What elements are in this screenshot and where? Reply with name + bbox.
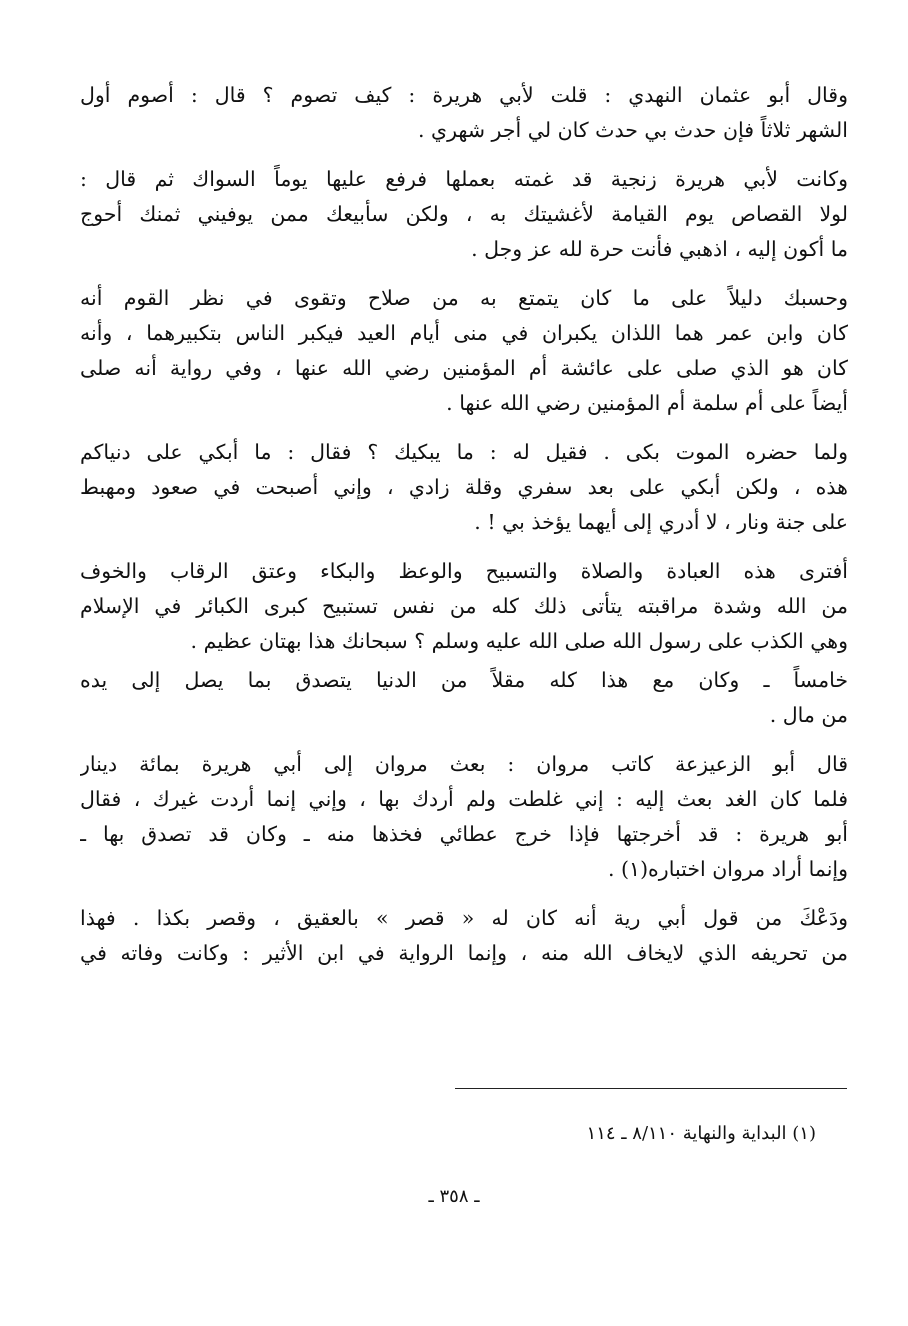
text-line: فلما كان الغد بعث إليه : إني غلطت ولم أردك بها ، وإني إنما أردت غيرك ، فقال bbox=[80, 787, 848, 811]
paragraph-3 bbox=[80, 281, 848, 421]
text-line: وهي الكذب على رسول الله صلى الله عليه وسلم ؟ سبحانك هذا بهتان عظيم . bbox=[190, 629, 848, 653]
text-line: خامساً ـ وكان مع هذا كله مقلاً من الدنيا يتصدق بما يصل إلى يده bbox=[80, 668, 848, 692]
text-line: على جنة ونار ، لا أدري إلى أيهما يؤخذ بي ! . bbox=[474, 510, 848, 534]
text-line: وحسبك دليلاً على ما كان يتمتع به من صلاح وتقوى في نظر القوم أنه bbox=[80, 286, 848, 310]
text-line: ودَعْكَ من قول أبي رية أنه كان له « قصر » بالعقيق ، وقصر بكذا . فهذا bbox=[80, 906, 848, 930]
text-line: كان هو الذي صلى على عائشة أم المؤمنين رضي الله عنها ، وفي رواية أنه صلى bbox=[80, 356, 848, 380]
paragraph-2 bbox=[80, 162, 848, 267]
text-line: من مال . bbox=[769, 703, 848, 727]
text-line: أفترى هذه العبادة والصلاة والتسبيح والوعظ والبكاء وعتق الرقاب والخوف bbox=[80, 559, 848, 583]
footnote-divider bbox=[455, 1088, 847, 1089]
paragraph-1 bbox=[80, 78, 848, 148]
text-line: أيضاً على أم سلمة أم المؤمنين رضي الله عنها . bbox=[446, 391, 848, 415]
text-line: من تحريفه الذي لايخاف الله منه ، وإنما الرواية في ابن الأثير : وكانت وفاته في bbox=[80, 941, 848, 965]
text-line: لولا القصاص يوم القيامة لأغشيتك به ، ولكن سأبيعك ممن يوفيني ثمنك أحوج bbox=[80, 202, 848, 226]
paragraph-7 bbox=[80, 747, 848, 887]
text-line: قال أبو الزعيزعة كاتب مروان : بعث مروان إلى أبي هريرة بمائة دينار bbox=[80, 752, 848, 776]
paragraph-8 bbox=[80, 901, 848, 971]
text-line: الشهر ثلاثاً فإن حدث بي حدث كان لي أجر شهري . bbox=[418, 118, 848, 142]
footnote: (١) البداية والنهاية ٨/١١٠ ـ ١١٤ bbox=[586, 1123, 816, 1144]
page-body bbox=[80, 78, 848, 985]
text-line: وقال أبو عثمان النهدي : قلت لأبي هريرة : كيف تصوم ؟ قال : أصوم أول bbox=[80, 83, 848, 107]
text-line: ولما حضره الموت بكى . فقيل له : ما يبكيك ؟ فقال : ما أبكي على دنياكم bbox=[80, 440, 848, 464]
text-line: أبو هريرة : قد أخرجتها فإذا خرج عطائي فخذها منه ـ وكان قد تصدق بها ـ bbox=[80, 822, 848, 846]
text-line: كان وابن عمر هما اللذان يكبران في منى أيام العيد فيكبر الناس بتكبيرهما ، وأنه bbox=[80, 321, 848, 345]
text-line: هذه ، ولكن أبكي على بعد سفري وقلة زادي ، وإني أصبحت في صعود ومهبط bbox=[80, 475, 848, 499]
paragraph-6 bbox=[80, 663, 848, 733]
text-line: وكانت لأبي هريرة زنجية قد غمته بعملها فرفع عليها يوماً السواك ثم قال : bbox=[80, 167, 848, 191]
paragraph-5 bbox=[80, 554, 848, 659]
page-number: ـ ٣٥٨ ـ bbox=[428, 1186, 480, 1207]
text-line: ما أكون إليه ، اذهبي فأنت حرة لله عز وجل . bbox=[471, 237, 848, 261]
text-line: وإنما أراد مروان اختباره(١) . bbox=[608, 857, 848, 881]
text-line: من الله وشدة مراقبته يتأتى ذلك كله من نفس تستبيح كبرى الكبائر في الإسلام bbox=[80, 594, 848, 618]
paragraph-4 bbox=[80, 435, 848, 540]
